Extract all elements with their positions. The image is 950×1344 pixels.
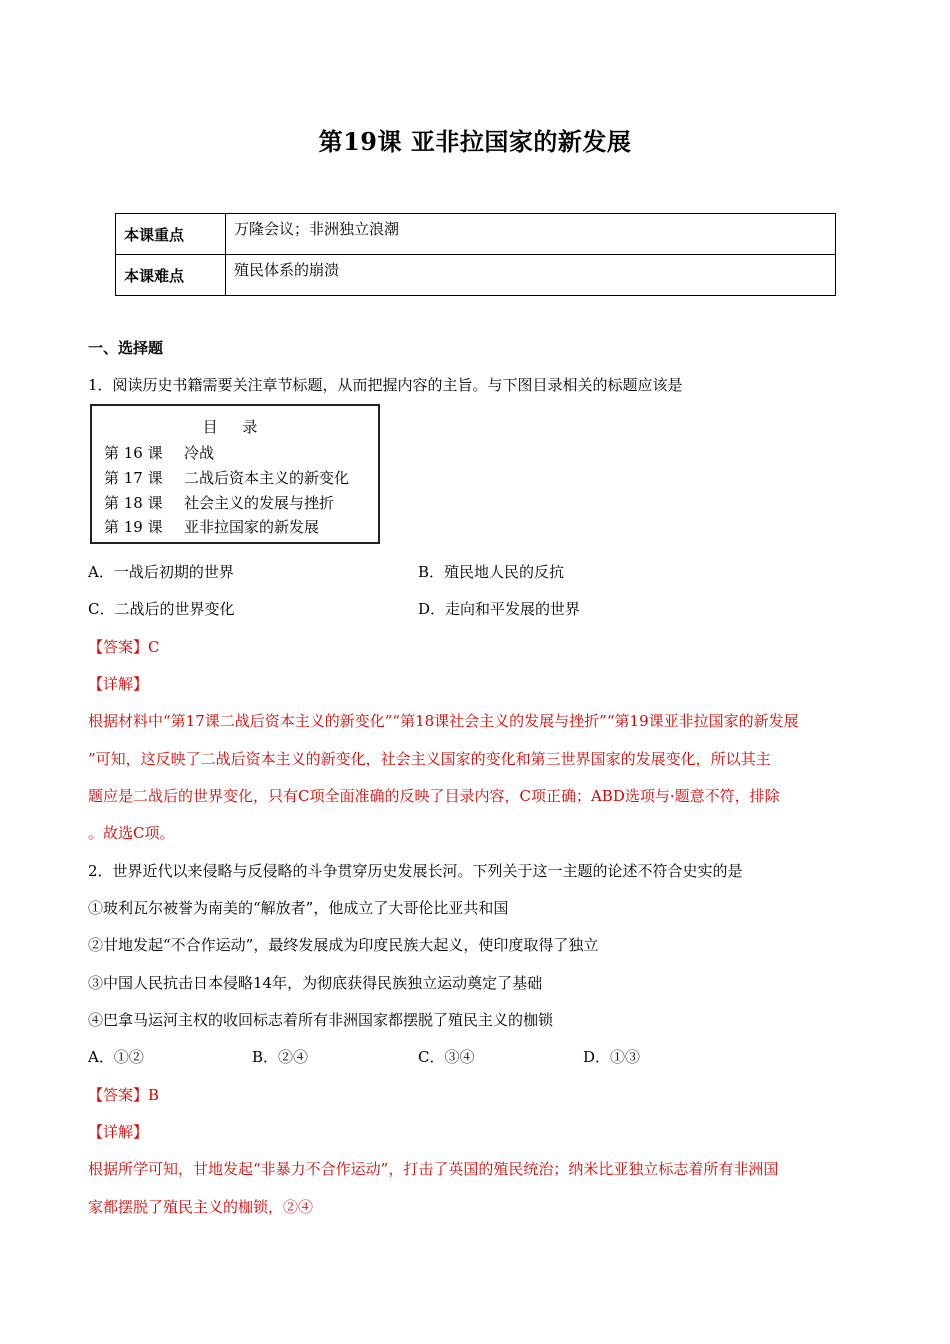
toc-row <box>104 516 319 537</box>
q1-explanation-line: ”可知，这反映了二战后资本主义的新变化，社会主义国家的变化和第三世界国家的发展变化，所以其主 <box>88 750 771 768</box>
toc-row-name: 二战后资本主义的新变化 <box>184 469 350 487</box>
q2-stem: 2．世界近代以来侵略与反侵略的斗争贯穿历史发展长河。下列关于这一主题的论述不符合史实的是 <box>88 862 743 880</box>
toc-image <box>90 404 380 544</box>
toc-row-name: 冷战 <box>184 444 215 462</box>
q1-explanation-line: 题应是二战后的世界变化，只有C项全面准确的反映了目录内容，C项正确；ABD选项与·题意不符，排除 <box>88 787 780 805</box>
toc-row-num: 第 19 课 <box>104 518 163 536</box>
q2-explanation-line: 根据所学可知，甘地发起“非暴力不合作运动”，打击了英国的殖民统治；纳米比亚独立标志着所有非洲国 <box>88 1160 779 1178</box>
q2-option-b: B．②④ <box>252 1048 309 1066</box>
q2-option-c: C．③④ <box>418 1048 475 1066</box>
difficulty-label: 本课难点 <box>116 255 226 296</box>
q1-detail-label: 【详解】 <box>88 675 149 693</box>
table-row <box>116 255 836 296</box>
q1-explanation-line: 根据材料中“第17课二战后资本主义的新变化”“第18课社会主义的发展与挫折”“第19课亚非拉国家的新发展 <box>88 712 799 730</box>
toc-row-num: 第 18 课 <box>104 494 163 512</box>
toc-row <box>104 442 214 463</box>
q1-option-c: C．二战后的世界变化 <box>88 600 235 618</box>
q1-explanation-line: 。故选C项。 <box>88 824 175 842</box>
q2-explanation-line: 家都摆脱了殖民主义的枷锁，②④ <box>88 1198 314 1216</box>
toc-row-name: 亚非拉国家的新发展 <box>184 518 320 536</box>
difficulty-value: 殖民体系的崩溃 <box>226 255 836 296</box>
q2-option-d: D．①③ <box>583 1048 641 1066</box>
lesson-focus-table <box>115 213 836 296</box>
q1-option-d: D．走向和平发展的世界 <box>418 600 581 618</box>
q2-statement: ③中国人民抗击日本侵略14年，为彻底获得民族独立运动奠定了基础 <box>88 974 543 992</box>
key-point-value: 万隆会议；非洲独立浪潮 <box>226 214 836 255</box>
section-title: 一、选择题 <box>88 339 164 357</box>
q2-statement: ②甘地发起“不合作运动”，最终发展成为印度民族大起义，使印度取得了独立 <box>88 936 599 954</box>
q1-answer: 【答案】C <box>88 638 160 656</box>
q2-detail-label: 【详解】 <box>88 1123 149 1141</box>
q1-option-b: B．殖民地人民的反抗 <box>418 563 565 581</box>
page-title: 第19课 亚非拉国家的新发展 <box>318 127 632 156</box>
q2-option-a: A．①② <box>88 1048 144 1066</box>
toc-row-num: 第 17 课 <box>104 469 163 487</box>
q2-answer: 【答案】B <box>88 1086 160 1104</box>
toc-row-num: 第 16 课 <box>104 444 163 462</box>
q2-statement: ④巴拿马运河主权的收回标志着所有非洲国家都摆脱了殖民主义的枷锁 <box>88 1011 554 1029</box>
toc-row <box>104 467 349 488</box>
toc-row-name: 社会主义的发展与挫折 <box>184 494 335 512</box>
key-point-label: 本课重点 <box>116 214 226 255</box>
toc-row <box>104 492 334 513</box>
q1-option-a: A．一战后初期的世界 <box>88 563 234 581</box>
q2-statement: ①玻利瓦尔被誉为南美的“解放者”，他成立了大哥伦比亚共和国 <box>88 899 509 917</box>
toc-title: 目 录 <box>202 418 268 436</box>
q1-stem: 1．阅读历史书籍需要关注章节标题，从而把握内容的主旨。与下图目录相关的标题应该是 <box>88 376 683 394</box>
table-row <box>116 214 836 255</box>
